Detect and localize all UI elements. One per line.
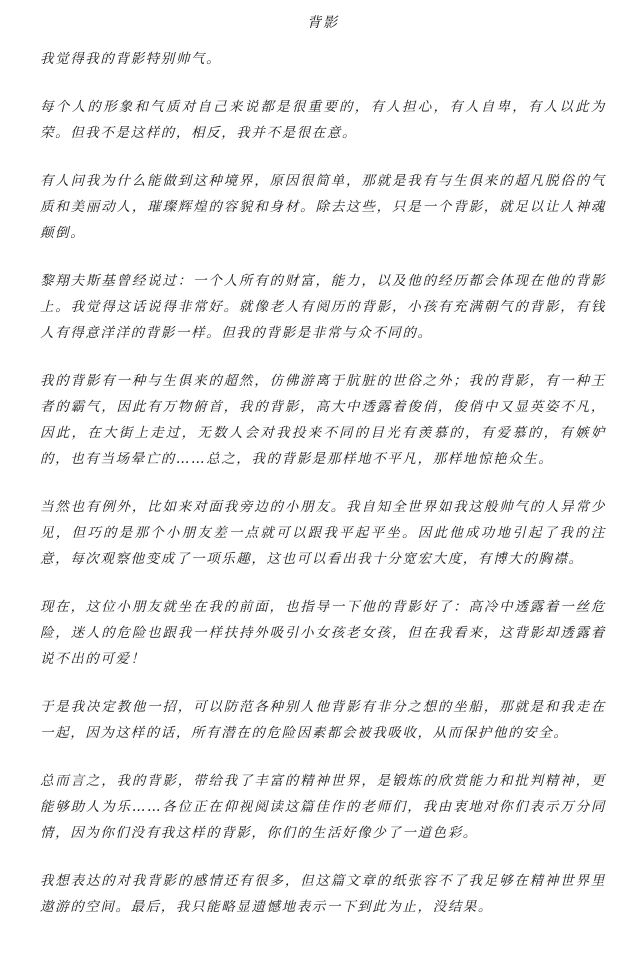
paragraph-6: 当然也有例外，比如来对面我旁边的小朋友。我自知全世界如我这般帅气的人异常少见，但巧的是那个小朋友差一点就可以跟我平起平坐。因此他成功地引起了我的注意，每次观察他变成了一项乐趣，这也可以看出我十分宽宏大度，有博大的胸襟。 (40, 499, 606, 567)
paragraph-9: 总而言之，我的背影，带给我了丰富的精神世界，是锻炼的欣赏能力和批判精神，更能够助人为乐……各位正在仰视阅读这篇佳作的老师们，我由衷地对你们表示万分同情，因为你们没有我这样的背影，你们的生活好像少了一道色彩。 (40, 773, 606, 841)
paragraph-10: 我想表达的对我背影的感情还有很多，但这篇文章的纸张容不了我足够在精神世界里遨游的空间。最后，我只能略显遗憾地表示一下到此为止，没结果。 (40, 873, 606, 915)
paragraph-8: 于是我决定教他一招，可以防范各种别人他背影有非分之想的坐船，那就是和我走在一起，因为这样的话，所有潜在的危险因素都会被我吸收，从而保护他的安全。 (40, 699, 606, 741)
paragraph-2: 每个人的形象和气质对自己来说都是很重要的，有人担心，有人自卑，有人以此为荣。但我不是这样的，相反，我并不是很在意。 (40, 99, 606, 141)
paragraph-5: 我的背影有一种与生俱来的超然，仿佛游离于肮脏的世俗之外；我的背影，有一种王者的霸气，因此有万物俯首，我的背影，高大中透露着俊俏，俊俏中又显英姿不凡，因此，在大街上走过，无数人会对我投来不同的目光有羡慕的，有爱慕的，有嫉妒的，也有当场晕亡的……总之，我的背影是那样地不平凡，那样地惊艳众生。 (40, 373, 606, 467)
paragraph-7: 现在，这位小朋友就坐在我的前面，也指导一下他的背影好了：高冷中透露着一丝危险，迷人的危险也跟我一样扶持外吸引小女孩老女孩，但在我看来，这背影却透露着说不出的可爱！ (40, 599, 606, 667)
paragraph-3: 有人问我为什么能做到这种境界，原因很简单，那就是我有与生俱来的超凡脱俗的气质和美丽动人，璀璨辉煌的容貌和身材。除去这些，只是一个背影，就足以让人神魂颠倒。 (40, 173, 606, 241)
paragraph-4: 黎翔夫斯基曾经说过：一个人所有的财富，能力，以及他的经历都会体现在他的背影上。我觉得这话说得非常好。就像老人有阅历的背影，小孩有充满朝气的背影，有钱人有得意洋洋的背影一样。但我的背影是非常与众不同的。 (40, 273, 606, 341)
paragraph-1: 我觉得我的背影特别帅气。 (40, 51, 222, 67)
document-title: 背影 (307, 15, 339, 31)
